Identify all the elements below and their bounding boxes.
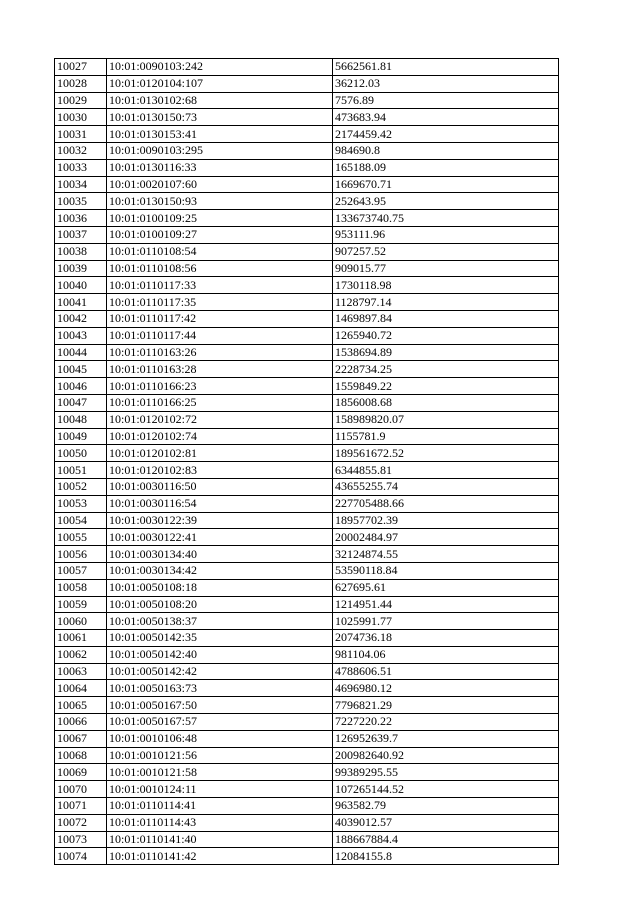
value-cell: 200982640.92 <box>333 747 559 764</box>
row-number-cell: 10058 <box>55 579 107 596</box>
value-cell: 473683.94 <box>333 109 559 126</box>
value-cell: 909015.77 <box>333 260 559 277</box>
cadastral-number-cell: 10:01:0110117:35 <box>107 294 333 311</box>
table-row <box>55 579 559 596</box>
row-number-cell: 10062 <box>55 646 107 663</box>
table-row <box>55 512 559 529</box>
row-number-cell: 10035 <box>55 193 107 210</box>
table-row <box>55 663 559 680</box>
cadastral-number-cell: 10:01:0050138:37 <box>107 613 333 630</box>
cadastral-number-cell: 10:01:0110141:40 <box>107 831 333 848</box>
row-number-cell: 10037 <box>55 226 107 243</box>
row-number-cell: 10055 <box>55 529 107 546</box>
value-cell: 1025991.77 <box>333 613 559 630</box>
table-row <box>55 730 559 747</box>
value-cell: 188667884.4 <box>333 831 559 848</box>
value-cell: 99389295.55 <box>333 764 559 781</box>
table-row <box>55 344 559 361</box>
cadastral-number-cell: 10:01:0110141:42 <box>107 848 333 865</box>
table-row <box>55 327 559 344</box>
row-number-cell: 10052 <box>55 478 107 495</box>
row-number-cell: 10065 <box>55 697 107 714</box>
row-number-cell: 10053 <box>55 495 107 512</box>
value-cell: 953111.96 <box>333 226 559 243</box>
row-number-cell: 10042 <box>55 310 107 327</box>
table-row <box>55 680 559 697</box>
cadastral-number-cell: 10:01:0020107:60 <box>107 176 333 193</box>
row-number-cell: 10050 <box>55 445 107 462</box>
value-cell: 227705488.66 <box>333 495 559 512</box>
value-cell: 4788606.51 <box>333 663 559 680</box>
value-cell: 1559849.22 <box>333 378 559 395</box>
table-row <box>55 529 559 546</box>
cadastral-number-cell: 10:01:0090103:295 <box>107 142 333 159</box>
cadastral-number-cell: 10:01:0110166:25 <box>107 394 333 411</box>
cadastral-number-cell: 10:01:0030116:50 <box>107 478 333 495</box>
row-number-cell: 10061 <box>55 630 107 647</box>
row-number-cell: 10033 <box>55 159 107 176</box>
value-cell: 7227220.22 <box>333 714 559 731</box>
cadastral-number-cell: 10:01:0110108:54 <box>107 243 333 260</box>
cadastral-number-cell: 10:01:0130150:93 <box>107 193 333 210</box>
row-number-cell: 10074 <box>55 848 107 865</box>
cadastral-number-cell: 10:01:0090103:242 <box>107 59 333 76</box>
row-number-cell: 10049 <box>55 428 107 445</box>
cadastral-number-cell: 10:01:0010124:11 <box>107 781 333 798</box>
cadastral-number-cell: 10:01:0110163:28 <box>107 361 333 378</box>
data-table <box>54 58 559 865</box>
table-row <box>55 478 559 495</box>
value-cell: 126952639.7 <box>333 730 559 747</box>
row-number-cell: 10040 <box>55 277 107 294</box>
cadastral-number-cell: 10:01:0050167:57 <box>107 714 333 731</box>
table-row <box>55 361 559 378</box>
table-row <box>55 848 559 865</box>
table-row <box>55 714 559 731</box>
table-row <box>55 781 559 798</box>
table-row <box>55 630 559 647</box>
table-row <box>55 378 559 395</box>
row-number-cell: 10036 <box>55 210 107 227</box>
cadastral-number-cell: 10:01:0120102:74 <box>107 428 333 445</box>
value-cell: 36212.03 <box>333 75 559 92</box>
row-number-cell: 10029 <box>55 92 107 109</box>
table-row <box>55 310 559 327</box>
row-number-cell: 10067 <box>55 730 107 747</box>
row-number-cell: 10066 <box>55 714 107 731</box>
cadastral-number-cell: 10:01:0030122:39 <box>107 512 333 529</box>
row-number-cell: 10032 <box>55 142 107 159</box>
value-cell: 1856008.68 <box>333 394 559 411</box>
row-number-cell: 10044 <box>55 344 107 361</box>
table-row <box>55 294 559 311</box>
cadastral-number-cell: 10:01:0120102:83 <box>107 462 333 479</box>
row-number-cell: 10028 <box>55 75 107 92</box>
value-cell: 6344855.81 <box>333 462 559 479</box>
cadastral-number-cell: 10:01:0030134:40 <box>107 546 333 563</box>
table-row <box>55 495 559 512</box>
value-cell: 1538694.89 <box>333 344 559 361</box>
value-cell: 165188.09 <box>333 159 559 176</box>
row-number-cell: 10034 <box>55 176 107 193</box>
row-number-cell: 10041 <box>55 294 107 311</box>
cadastral-number-cell: 10:01:0100109:27 <box>107 226 333 243</box>
cadastral-number-cell: 10:01:0130102:68 <box>107 92 333 109</box>
table-row <box>55 764 559 781</box>
cadastral-number-cell: 10:01:0050142:35 <box>107 630 333 647</box>
row-number-cell: 10060 <box>55 613 107 630</box>
row-number-cell: 10059 <box>55 596 107 613</box>
value-cell: 1669670.71 <box>333 176 559 193</box>
cadastral-number-cell: 10:01:0110114:43 <box>107 814 333 831</box>
table-row <box>55 277 559 294</box>
cadastral-number-cell: 10:01:0110166:23 <box>107 378 333 395</box>
value-cell: 4039012.57 <box>333 814 559 831</box>
table-row <box>55 814 559 831</box>
value-cell: 252643.95 <box>333 193 559 210</box>
value-cell: 1128797.14 <box>333 294 559 311</box>
value-cell: 18957702.39 <box>333 512 559 529</box>
table-row <box>55 428 559 445</box>
value-cell: 2228734.25 <box>333 361 559 378</box>
cadastral-number-cell: 10:01:0100109:25 <box>107 210 333 227</box>
table-row <box>55 562 559 579</box>
value-cell: 32124874.55 <box>333 546 559 563</box>
table-row <box>55 747 559 764</box>
cadastral-number-cell: 10:01:0110117:44 <box>107 327 333 344</box>
row-number-cell: 10069 <box>55 764 107 781</box>
cadastral-number-cell: 10:01:0130116:33 <box>107 159 333 176</box>
value-cell: 2174459.42 <box>333 126 559 143</box>
value-cell: 1730118.98 <box>333 277 559 294</box>
row-number-cell: 10039 <box>55 260 107 277</box>
cadastral-number-cell: 10:01:0110108:56 <box>107 260 333 277</box>
cadastral-number-cell: 10:01:0120102:81 <box>107 445 333 462</box>
value-cell: 4696980.12 <box>333 680 559 697</box>
value-cell: 107265144.52 <box>333 781 559 798</box>
value-cell: 627695.61 <box>333 579 559 596</box>
value-cell: 5662561.81 <box>333 59 559 76</box>
value-cell: 1265940.72 <box>333 327 559 344</box>
value-cell: 1469897.84 <box>333 310 559 327</box>
row-number-cell: 10030 <box>55 109 107 126</box>
value-cell: 907257.52 <box>333 243 559 260</box>
cadastral-number-cell: 10:01:0050167:50 <box>107 697 333 714</box>
table-row <box>55 260 559 277</box>
table-body <box>55 59 559 865</box>
row-number-cell: 10072 <box>55 814 107 831</box>
cadastral-number-cell: 10:01:0050142:40 <box>107 646 333 663</box>
row-number-cell: 10056 <box>55 546 107 563</box>
cadastral-number-cell: 10:01:0050108:18 <box>107 579 333 596</box>
table-row <box>55 798 559 815</box>
table-row <box>55 445 559 462</box>
value-cell: 158989820.07 <box>333 411 559 428</box>
cadastral-number-cell: 10:01:0130153:41 <box>107 126 333 143</box>
cadastral-number-cell: 10:01:0110163:26 <box>107 344 333 361</box>
value-cell: 981104.06 <box>333 646 559 663</box>
cadastral-number-cell: 10:01:0110117:42 <box>107 310 333 327</box>
row-number-cell: 10043 <box>55 327 107 344</box>
table-row <box>55 59 559 76</box>
value-cell: 7796821.29 <box>333 697 559 714</box>
table-row <box>55 226 559 243</box>
table-row <box>55 831 559 848</box>
row-number-cell: 10027 <box>55 59 107 76</box>
cadastral-number-cell: 10:01:0010106:48 <box>107 730 333 747</box>
cadastral-number-cell: 10:01:0030122:41 <box>107 529 333 546</box>
row-number-cell: 10048 <box>55 411 107 428</box>
value-cell: 43655255.74 <box>333 478 559 495</box>
table-row <box>55 210 559 227</box>
table-row <box>55 394 559 411</box>
table-row <box>55 142 559 159</box>
value-cell: 1155781.9 <box>333 428 559 445</box>
row-number-cell: 10070 <box>55 781 107 798</box>
row-number-cell: 10068 <box>55 747 107 764</box>
row-number-cell: 10046 <box>55 378 107 395</box>
row-number-cell: 10038 <box>55 243 107 260</box>
table-row <box>55 546 559 563</box>
value-cell: 7576.89 <box>333 92 559 109</box>
row-number-cell: 10073 <box>55 831 107 848</box>
cadastral-number-cell: 10:01:0120104:107 <box>107 75 333 92</box>
table-row <box>55 697 559 714</box>
cadastral-number-cell: 10:01:0010121:56 <box>107 747 333 764</box>
table-row <box>55 176 559 193</box>
cadastral-number-cell: 10:01:0050108:20 <box>107 596 333 613</box>
row-number-cell: 10047 <box>55 394 107 411</box>
cadastral-number-cell: 10:01:0010121:58 <box>107 764 333 781</box>
table-row <box>55 92 559 109</box>
cadastral-number-cell: 10:01:0050142:42 <box>107 663 333 680</box>
cadastral-number-cell: 10:01:0030134:42 <box>107 562 333 579</box>
table-row <box>55 126 559 143</box>
cadastral-number-cell: 10:01:0050163:73 <box>107 680 333 697</box>
value-cell: 2074736.18 <box>333 630 559 647</box>
table-row <box>55 646 559 663</box>
cadastral-number-cell: 10:01:0130150:73 <box>107 109 333 126</box>
row-number-cell: 10063 <box>55 663 107 680</box>
table-row <box>55 243 559 260</box>
table-row <box>55 411 559 428</box>
cadastral-number-cell: 10:01:0030116:54 <box>107 495 333 512</box>
cadastral-number-cell: 10:01:0110114:41 <box>107 798 333 815</box>
table-row <box>55 613 559 630</box>
value-cell: 963582.79 <box>333 798 559 815</box>
row-number-cell: 10051 <box>55 462 107 479</box>
cadastral-number-cell: 10:01:0110117:33 <box>107 277 333 294</box>
value-cell: 189561672.52 <box>333 445 559 462</box>
row-number-cell: 10054 <box>55 512 107 529</box>
table-row <box>55 462 559 479</box>
value-cell: 12084155.8 <box>333 848 559 865</box>
value-cell: 20002484.97 <box>333 529 559 546</box>
row-number-cell: 10045 <box>55 361 107 378</box>
table-row <box>55 159 559 176</box>
table-row <box>55 596 559 613</box>
row-number-cell: 10057 <box>55 562 107 579</box>
value-cell: 984690.8 <box>333 142 559 159</box>
table-row <box>55 193 559 210</box>
row-number-cell: 10031 <box>55 126 107 143</box>
value-cell: 53590118.84 <box>333 562 559 579</box>
value-cell: 133673740.75 <box>333 210 559 227</box>
table-row <box>55 109 559 126</box>
row-number-cell: 10064 <box>55 680 107 697</box>
table-row <box>55 75 559 92</box>
cadastral-number-cell: 10:01:0120102:72 <box>107 411 333 428</box>
row-number-cell: 10071 <box>55 798 107 815</box>
value-cell: 1214951.44 <box>333 596 559 613</box>
